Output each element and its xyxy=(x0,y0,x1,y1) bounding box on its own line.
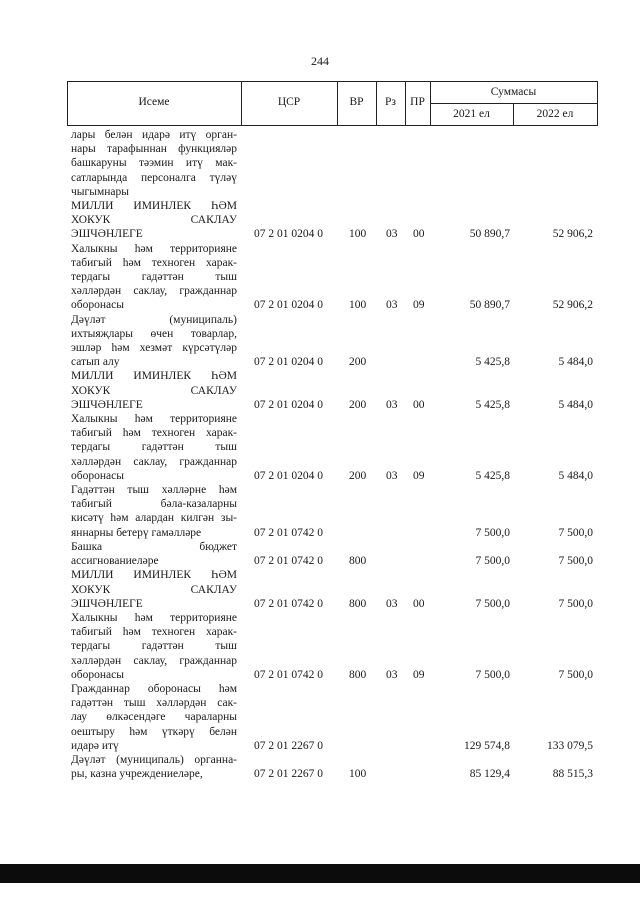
row-name-line: хәлләрдән саклау, гражданнар xyxy=(71,455,237,468)
page-number: 244 xyxy=(311,54,329,68)
table-row xyxy=(0,242,640,313)
table-row xyxy=(0,568,640,611)
table-row xyxy=(0,199,640,242)
row-name-line: тердагы гадәттән тыш xyxy=(71,640,237,653)
row-name-line: ХОКУК САКЛАУ xyxy=(71,583,237,596)
row-name-line: МИЛЛИ ИМИНЛЕК ҺӘМ xyxy=(71,569,237,582)
row-name xyxy=(71,753,237,781)
row-rz: 03 xyxy=(386,299,398,312)
row-name-line: ассигнованиеләре xyxy=(71,555,159,568)
row-sum-2022: 7 500,0 xyxy=(558,668,593,681)
header-top-border xyxy=(67,81,598,82)
row-rz: 03 xyxy=(386,469,398,482)
header-bottom-border xyxy=(67,125,598,126)
row-name-line: ЭШЧӘНЛЕГЕ xyxy=(71,398,143,411)
row-sum-2021: 5 425,8 xyxy=(475,398,510,411)
row-name-line: оборонасы xyxy=(71,299,124,312)
row-name-line: лау өлкәсендәге чараларны xyxy=(71,711,237,724)
row-sum-2022: 88 515,3 xyxy=(552,768,593,781)
header-year-2021: 2021 ел xyxy=(453,108,490,120)
row-csr: 07 2 01 0204 0 xyxy=(254,398,323,411)
row-name-line: оештыру һәм үткәрү белән xyxy=(71,725,237,738)
row-vr: 200 xyxy=(349,469,367,482)
row-name-line: Гражданнар оборонасы һәм xyxy=(71,682,237,695)
row-sum-2021: 85 129,4 xyxy=(469,768,510,781)
row-name-line: оборонасы xyxy=(71,469,124,482)
table-row xyxy=(0,682,640,753)
row-name-line: Башка бюджет xyxy=(71,540,237,553)
header-year-2022: 2022 ел xyxy=(536,108,574,120)
row-name-line: оборонасы xyxy=(71,668,124,681)
table-row xyxy=(0,753,640,781)
table-row xyxy=(0,483,640,540)
row-pr: 09 xyxy=(413,469,425,482)
row-name-line: эшләр һәм хезмәт күрсәтүләр xyxy=(71,342,237,355)
row-name-line: ры, казна учреждениеләре, xyxy=(71,768,203,781)
table-body xyxy=(0,128,640,781)
row-csr: 07 2 01 0204 0 xyxy=(254,299,323,312)
header-vr: ВР xyxy=(349,96,364,108)
row-csr: 07 2 01 0204 0 xyxy=(254,356,323,369)
row-name-line: тердагы гадәттән тыш xyxy=(71,441,237,454)
row-name-line: гадәттән тыш хәлләрдән сак- xyxy=(71,697,237,710)
row-name-line: сатларында персоналга түләү xyxy=(71,171,237,184)
row-rz: 03 xyxy=(386,228,398,241)
table-row xyxy=(0,128,640,199)
row-rz: 03 xyxy=(386,668,398,681)
row-pr: 00 xyxy=(413,398,425,411)
row-sum-2021: 7 500,0 xyxy=(475,526,510,539)
header-name: Исеме xyxy=(138,96,170,108)
row-name-line: табигый бәла-казаларны xyxy=(71,498,237,511)
row-name-line: ихтыяҗлары өчен товарлар, xyxy=(71,327,237,340)
header-csr: ЦСР xyxy=(277,96,301,108)
table-row xyxy=(0,369,640,412)
row-pr: 00 xyxy=(413,597,425,610)
row-name xyxy=(71,199,237,242)
row-name-line: ЭШЧӘНЛЕГЕ xyxy=(71,597,143,610)
row-name-line: башкаруны тәэмин итү мак- xyxy=(71,157,237,170)
row-csr: 07 2 01 0742 0 xyxy=(254,668,323,681)
row-pr: 09 xyxy=(413,299,425,312)
row-name-line: Дәүләт (муниципаль) органна- xyxy=(71,753,237,766)
row-name-line: хәлләрдән саклау, гражданнар xyxy=(71,285,237,298)
row-csr: 07 2 01 0742 0 xyxy=(254,526,323,539)
row-name-line: ХОКУК САКЛАУ xyxy=(71,384,237,397)
row-name xyxy=(71,682,237,753)
row-name xyxy=(71,242,237,313)
row-rz: 03 xyxy=(386,398,398,411)
row-name-line: табигый һәм техноген харак- xyxy=(71,427,237,440)
table-row xyxy=(0,412,640,483)
row-name-line: кисәтү һәм алардан килгән зы- xyxy=(71,512,237,525)
row-csr: 07 2 01 0204 0 xyxy=(254,228,323,241)
row-vr: 200 xyxy=(349,356,367,369)
row-name-line: МИЛЛИ ИМИНЛЕК ҺӘМ xyxy=(71,200,237,213)
row-vr: 100 xyxy=(349,768,367,781)
row-vr: 200 xyxy=(349,398,367,411)
row-csr: 07 2 01 2267 0 xyxy=(254,739,323,752)
row-sum-2022: 5 484,0 xyxy=(558,398,593,411)
row-sum-2021: 7 500,0 xyxy=(475,597,510,610)
row-name xyxy=(71,483,237,540)
row-name-line: чыгымнары xyxy=(71,185,129,198)
row-name xyxy=(71,369,237,412)
row-name-line: тердагы гадәттән тыш xyxy=(71,271,237,284)
row-csr: 07 2 01 0742 0 xyxy=(254,597,323,610)
row-name-line: МИЛЛИ ИМИНЛЕК ҺӘМ xyxy=(71,370,237,383)
row-name-line: Дәүләт (муниципаль) xyxy=(71,313,237,326)
row-vr: 100 xyxy=(349,228,367,241)
row-name-line: табигый һәм техноген харак- xyxy=(71,256,237,269)
row-csr: 07 2 01 2267 0 xyxy=(254,768,323,781)
table-row xyxy=(0,540,640,568)
row-sum-2021: 7 500,0 xyxy=(475,668,510,681)
row-name-line: хәлләрдән саклау, гражданнар xyxy=(71,654,237,667)
row-name-line: лары белән идарә итү орган- xyxy=(71,129,237,141)
row-sum-2022: 7 500,0 xyxy=(558,526,593,539)
row-sum-2022: 52 906,2 xyxy=(552,299,593,312)
scan-edge-bar xyxy=(0,864,640,883)
table-row xyxy=(0,313,640,370)
row-pr: 00 xyxy=(413,228,425,241)
row-name xyxy=(71,128,237,199)
row-sum-2021: 7 500,0 xyxy=(475,555,510,568)
row-sum-2022: 133 079,5 xyxy=(547,739,593,752)
row-vr: 800 xyxy=(349,555,367,568)
row-name-line: ХОКУК САКЛАУ xyxy=(71,214,237,227)
row-vr: 100 xyxy=(349,299,367,312)
row-vr: 800 xyxy=(349,668,367,681)
header-pr: ПР xyxy=(410,96,425,108)
row-sum-2021: 5 425,8 xyxy=(475,356,510,369)
row-sum-2022: 7 500,0 xyxy=(558,597,593,610)
row-pr: 09 xyxy=(413,668,425,681)
row-sum-2021: 50 890,7 xyxy=(469,228,510,241)
row-sum-2022: 7 500,0 xyxy=(558,555,593,568)
row-csr: 07 2 01 0204 0 xyxy=(254,469,323,482)
row-rz: 03 xyxy=(386,597,398,610)
row-vr: 800 xyxy=(349,597,367,610)
row-name-line: Халыкны һәм территорияне xyxy=(71,242,237,255)
row-name xyxy=(71,313,237,370)
header-sums-divider xyxy=(430,103,598,104)
row-sum-2022: 5 484,0 xyxy=(558,469,593,482)
row-sum-2022: 52 906,2 xyxy=(552,228,593,241)
header-rz: Рз xyxy=(385,96,396,108)
row-name-line: Халыкны һәм территорияне xyxy=(71,413,237,426)
row-name-line: Гадәттән тыш хәлләрне һәм xyxy=(71,484,237,497)
row-name-line: идарә итү xyxy=(71,739,119,752)
row-sum-2021: 129 574,8 xyxy=(464,739,510,752)
table-row xyxy=(0,611,640,682)
row-name-line: сатып алу xyxy=(71,356,120,369)
row-name-line: ЭШЧӘНЛЕГЕ xyxy=(71,228,143,241)
header-sums: Суммасы xyxy=(490,86,537,98)
row-sum-2021: 5 425,8 xyxy=(475,469,510,482)
row-name xyxy=(71,611,237,682)
row-name-line: Халыкны һәм территорияне xyxy=(71,611,237,624)
header-col-line xyxy=(597,81,598,126)
row-name-line: яннарны бетерү гамәлләре xyxy=(71,526,202,539)
row-name xyxy=(71,412,237,483)
row-name xyxy=(71,540,237,568)
row-name xyxy=(71,568,237,611)
row-name-line: табигый һәм техноген харак- xyxy=(71,626,237,639)
row-csr: 07 2 01 0742 0 xyxy=(254,555,323,568)
row-sum-2021: 50 890,7 xyxy=(469,299,510,312)
row-name-line: нары тарафыннан функцияләр xyxy=(71,143,237,156)
row-sum-2022: 5 484,0 xyxy=(558,356,593,369)
